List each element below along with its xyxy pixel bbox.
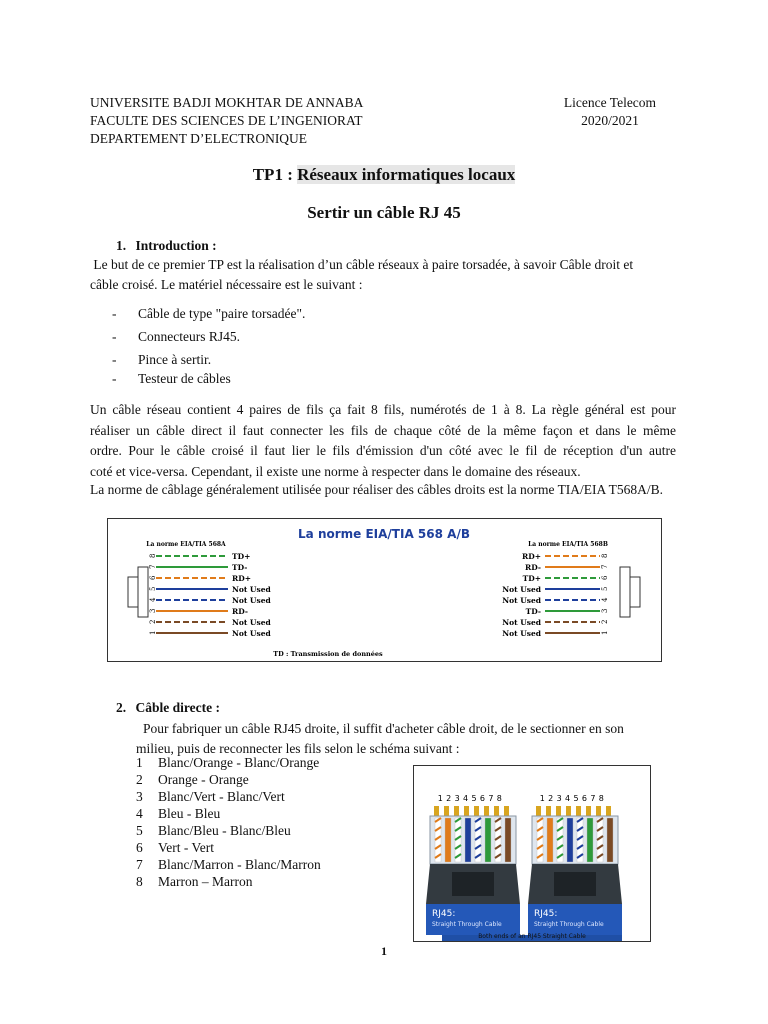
pin-number-label: 4 (149, 597, 157, 602)
list-item: - Câble de type "paire torsadée". (112, 306, 306, 321)
header-line-faculty: FACULTE DES SCIENCES DE L’INGENIORAT (90, 113, 363, 128)
list-item: 1 Blanc/Orange - Blanc/Orange (136, 755, 320, 770)
pin-number-label: 1 (601, 630, 609, 635)
left-rj45-plug (426, 806, 520, 935)
signal-label: TD+ (522, 574, 541, 583)
pin-number-label: 2 (149, 619, 157, 624)
signal-label: RD+ (232, 574, 252, 583)
institution-header (90, 94, 363, 148)
right-connector-icon (620, 567, 640, 617)
signal-label: Not Used (502, 585, 541, 594)
pin-number-label: 7 (601, 564, 609, 569)
pin-number-label: 8 (601, 553, 609, 558)
pin-number-label: 5 (149, 586, 157, 591)
figure1-title: La norme EIA/TIA 568 A/B (298, 527, 470, 541)
right-rj45-plug (528, 806, 622, 935)
list-item: 3 Blanc/Vert - Blanc/Vert (136, 789, 285, 804)
section-heading-straight: 2. Câble directe : (116, 700, 220, 715)
list-item: 8 Marron – Marron (136, 874, 253, 889)
title-main: Réseaux informatiques locaux (297, 165, 516, 184)
header-course: Licence Telecom (563, 95, 657, 110)
cable-paragraph: Un câble réseau contient 4 paires de fils ça fait 8 fils, numérotés de 1 à 8. La règle général est pour réaliser un câble direct il faut connecter les fils de chaque côté de la même façon et dans le même ordre. Pour le câble croisé il faut lier le fils d'émission d'un côté avec le fil de réception d'un autre coté et vice-versa. Cependant, il existe une norme à respecter dans le domaine des réseaux. La norme de câblage généralement utilisée pour réaliser des câbles droits est la norme TIA/EIA T568A/B. (90, 402, 676, 497)
pin-number-label: 3 (601, 608, 609, 613)
left-connector-icon (128, 567, 148, 617)
page-number: 1 (381, 944, 387, 958)
header-line-department: DEPARTEMENT D’ELECTRONIQUE (90, 131, 308, 146)
page-title (0, 165, 768, 185)
intro-paragraph: Le but de ce premier TP est la réalisation d’un câble réseaux à paire torsadée, à savoir Câble droit et câble croisé. Le matériel nécessaire est le suivant : (90, 257, 634, 292)
signal-label: TD- (232, 563, 248, 572)
pin-number-label: 1 (149, 630, 157, 635)
figure2-caption: Both ends of an RJ45 Straight Cable (478, 933, 586, 940)
signal-label: Not Used (502, 596, 541, 605)
course-header (545, 94, 675, 130)
pin-number-label: 8 (149, 553, 157, 558)
list-item: 6 Vert - Vert (136, 840, 214, 855)
rj45-label: RJ45: (534, 909, 558, 919)
signal-label: RD- (232, 607, 248, 616)
right-pin-numbers: 1 2 3 4 5 6 7 8 (539, 794, 605, 803)
pin-number-label: 6 (601, 575, 609, 580)
page-subtitle: Sertir un câble RJ 45 (307, 203, 461, 222)
figure1-left-label: La norme EIA/TIA 568A (146, 541, 226, 548)
wire-order-list (136, 754, 321, 890)
title-prefix: TP1 : (252, 165, 298, 184)
signal-label: RD- (525, 563, 541, 572)
list-item: 7 Blanc/Marron - Blanc/Marron (136, 857, 321, 872)
signal-label: Not Used (232, 618, 271, 627)
pin-number-label: 2 (601, 619, 609, 624)
list-item: 4 Bleu - Bleu (136, 806, 221, 821)
signal-label: Not Used (232, 629, 271, 638)
materials-list (112, 306, 305, 390)
pin-number-label: 7 (149, 564, 157, 569)
eia-tia-568-figure (107, 518, 662, 662)
pin-number-label: 4 (601, 597, 609, 602)
signal-label: Not Used (232, 596, 271, 605)
pin-number-label: 5 (601, 586, 609, 591)
rj45-label: RJ45: (432, 909, 456, 919)
straight-paragraph: Pour fabriquer un câble RJ45 droite, il suffit d'acheter câble droit, de le sectionner en son milieu, puis de reconnecter les fils selon le schéma suivant : (136, 721, 624, 756)
signal-label: Not Used (502, 618, 541, 627)
figure1-right-label: La norme EIA/TIA 568B (528, 541, 608, 548)
signal-label: Not Used (502, 629, 541, 638)
list-item: - Testeur de câbles (112, 371, 231, 386)
figure1-caption: TD : Transmission de données (273, 650, 383, 658)
signal-label: RD+ (521, 552, 541, 561)
pin-number-label: 6 (149, 575, 157, 580)
header-line-university: UNIVERSITE BADJI MOKHTAR DE ANNABA (90, 95, 364, 110)
rj45-sublabel: Straight Through Cable (432, 921, 502, 928)
left-pin-numbers: 1 2 3 4 5 6 7 8 (437, 794, 503, 803)
signal-label: TD+ (232, 552, 251, 561)
pin-number-label: 3 (149, 608, 157, 613)
signal-label: TD- (525, 607, 541, 616)
section-heading-intro: 1. Introduction : (116, 238, 217, 253)
list-item: - Connecteurs RJ45. (112, 329, 240, 344)
list-item: 2 Orange - Orange (136, 772, 249, 787)
signal-label: Not Used (232, 585, 271, 594)
header-year: 2020/2021 (581, 113, 639, 128)
list-item: 5 Blanc/Bleu - Blanc/Bleu (136, 823, 291, 838)
rj45-sublabel: Straight Through Cable (534, 921, 604, 928)
rj45-straight-figure (413, 765, 651, 942)
list-item: - Pince à sertir. (112, 352, 212, 367)
